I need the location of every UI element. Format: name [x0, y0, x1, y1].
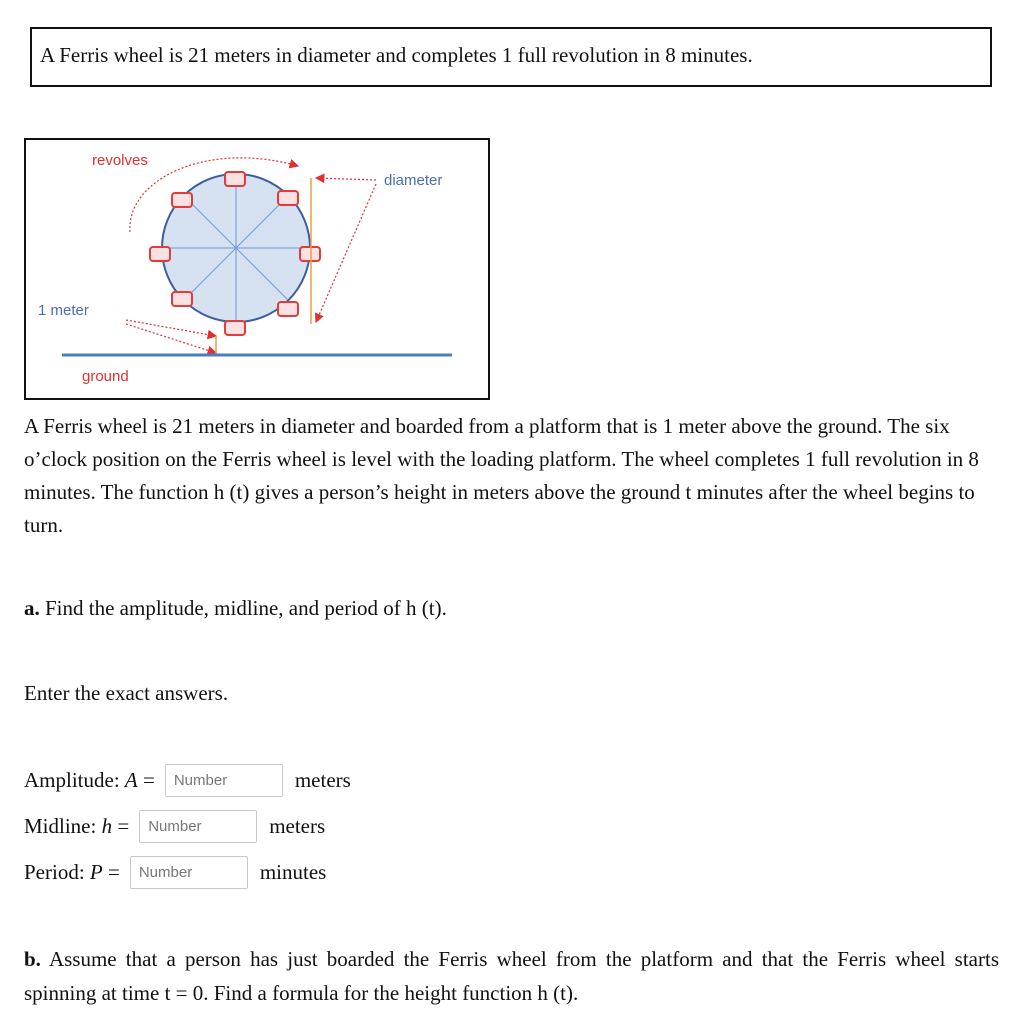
part-b-label: b.: [24, 947, 41, 971]
part-a-label: a.: [24, 596, 40, 620]
part-a-prompt: [24, 596, 447, 621]
diameter-arrow-bottom: [316, 184, 376, 322]
midline-var: h: [101, 813, 113, 838]
part-a-text: Find the amplitude, midline, and period of h (t).: [45, 596, 447, 620]
problem-header: [30, 27, 992, 87]
period-label: Period:: [24, 859, 85, 884]
midline-input[interactable]: [139, 810, 257, 843]
part-b-prompt: [24, 942, 999, 1010]
midline-row: [24, 809, 325, 843]
ground-label: ground: [82, 368, 129, 385]
amplitude-label: Amplitude:: [24, 767, 120, 792]
part-b-text: Assume that a person has just boarded the Ferris wheel from the platform and that the Ferris wheel starts spinning at time t = 0. Find a formula for the height function h (t).: [24, 947, 999, 1005]
instructions: Enter the exact answers.: [24, 681, 229, 705]
one-meter-label: 1 meter: [38, 302, 89, 319]
midline-unit: meters: [269, 813, 326, 838]
period-eq: =: [108, 859, 120, 884]
amplitude-var: A: [124, 767, 138, 792]
period-unit: minutes: [259, 859, 327, 884]
period-var: P: [89, 859, 103, 884]
ferris-wheel-figure: [24, 138, 490, 400]
revolves-label: revolves: [92, 152, 148, 169]
midline-label: Midline:: [24, 813, 97, 838]
header-text: A Ferris wheel is 21 meters in diameter and completes 1 full revolution in 8 minutes.: [40, 43, 753, 67]
amplitude-input[interactable]: [165, 764, 283, 797]
period-input[interactable]: [130, 856, 248, 889]
diameter-label: diameter: [384, 172, 443, 189]
period-row: [24, 855, 326, 889]
diameter-arrow-top: [316, 178, 376, 180]
amplitude-eq: =: [143, 767, 155, 792]
amplitude-row: [24, 763, 351, 797]
meter-arrow-1: [126, 320, 216, 336]
problem-description: A Ferris wheel is 21 meters in diameter and boarded from a platform that is 1 meter above the ground. The six o’clock position on the Ferris wheel is level with the loading platform. The wheel completes 1 full revolution in 8 minutes. The function h (t) gives a person’s height in meters above the ground t minutes after the wheel begins to turn.: [24, 414, 979, 537]
amplitude-unit: meters: [294, 767, 351, 792]
midline-eq: =: [117, 813, 130, 838]
